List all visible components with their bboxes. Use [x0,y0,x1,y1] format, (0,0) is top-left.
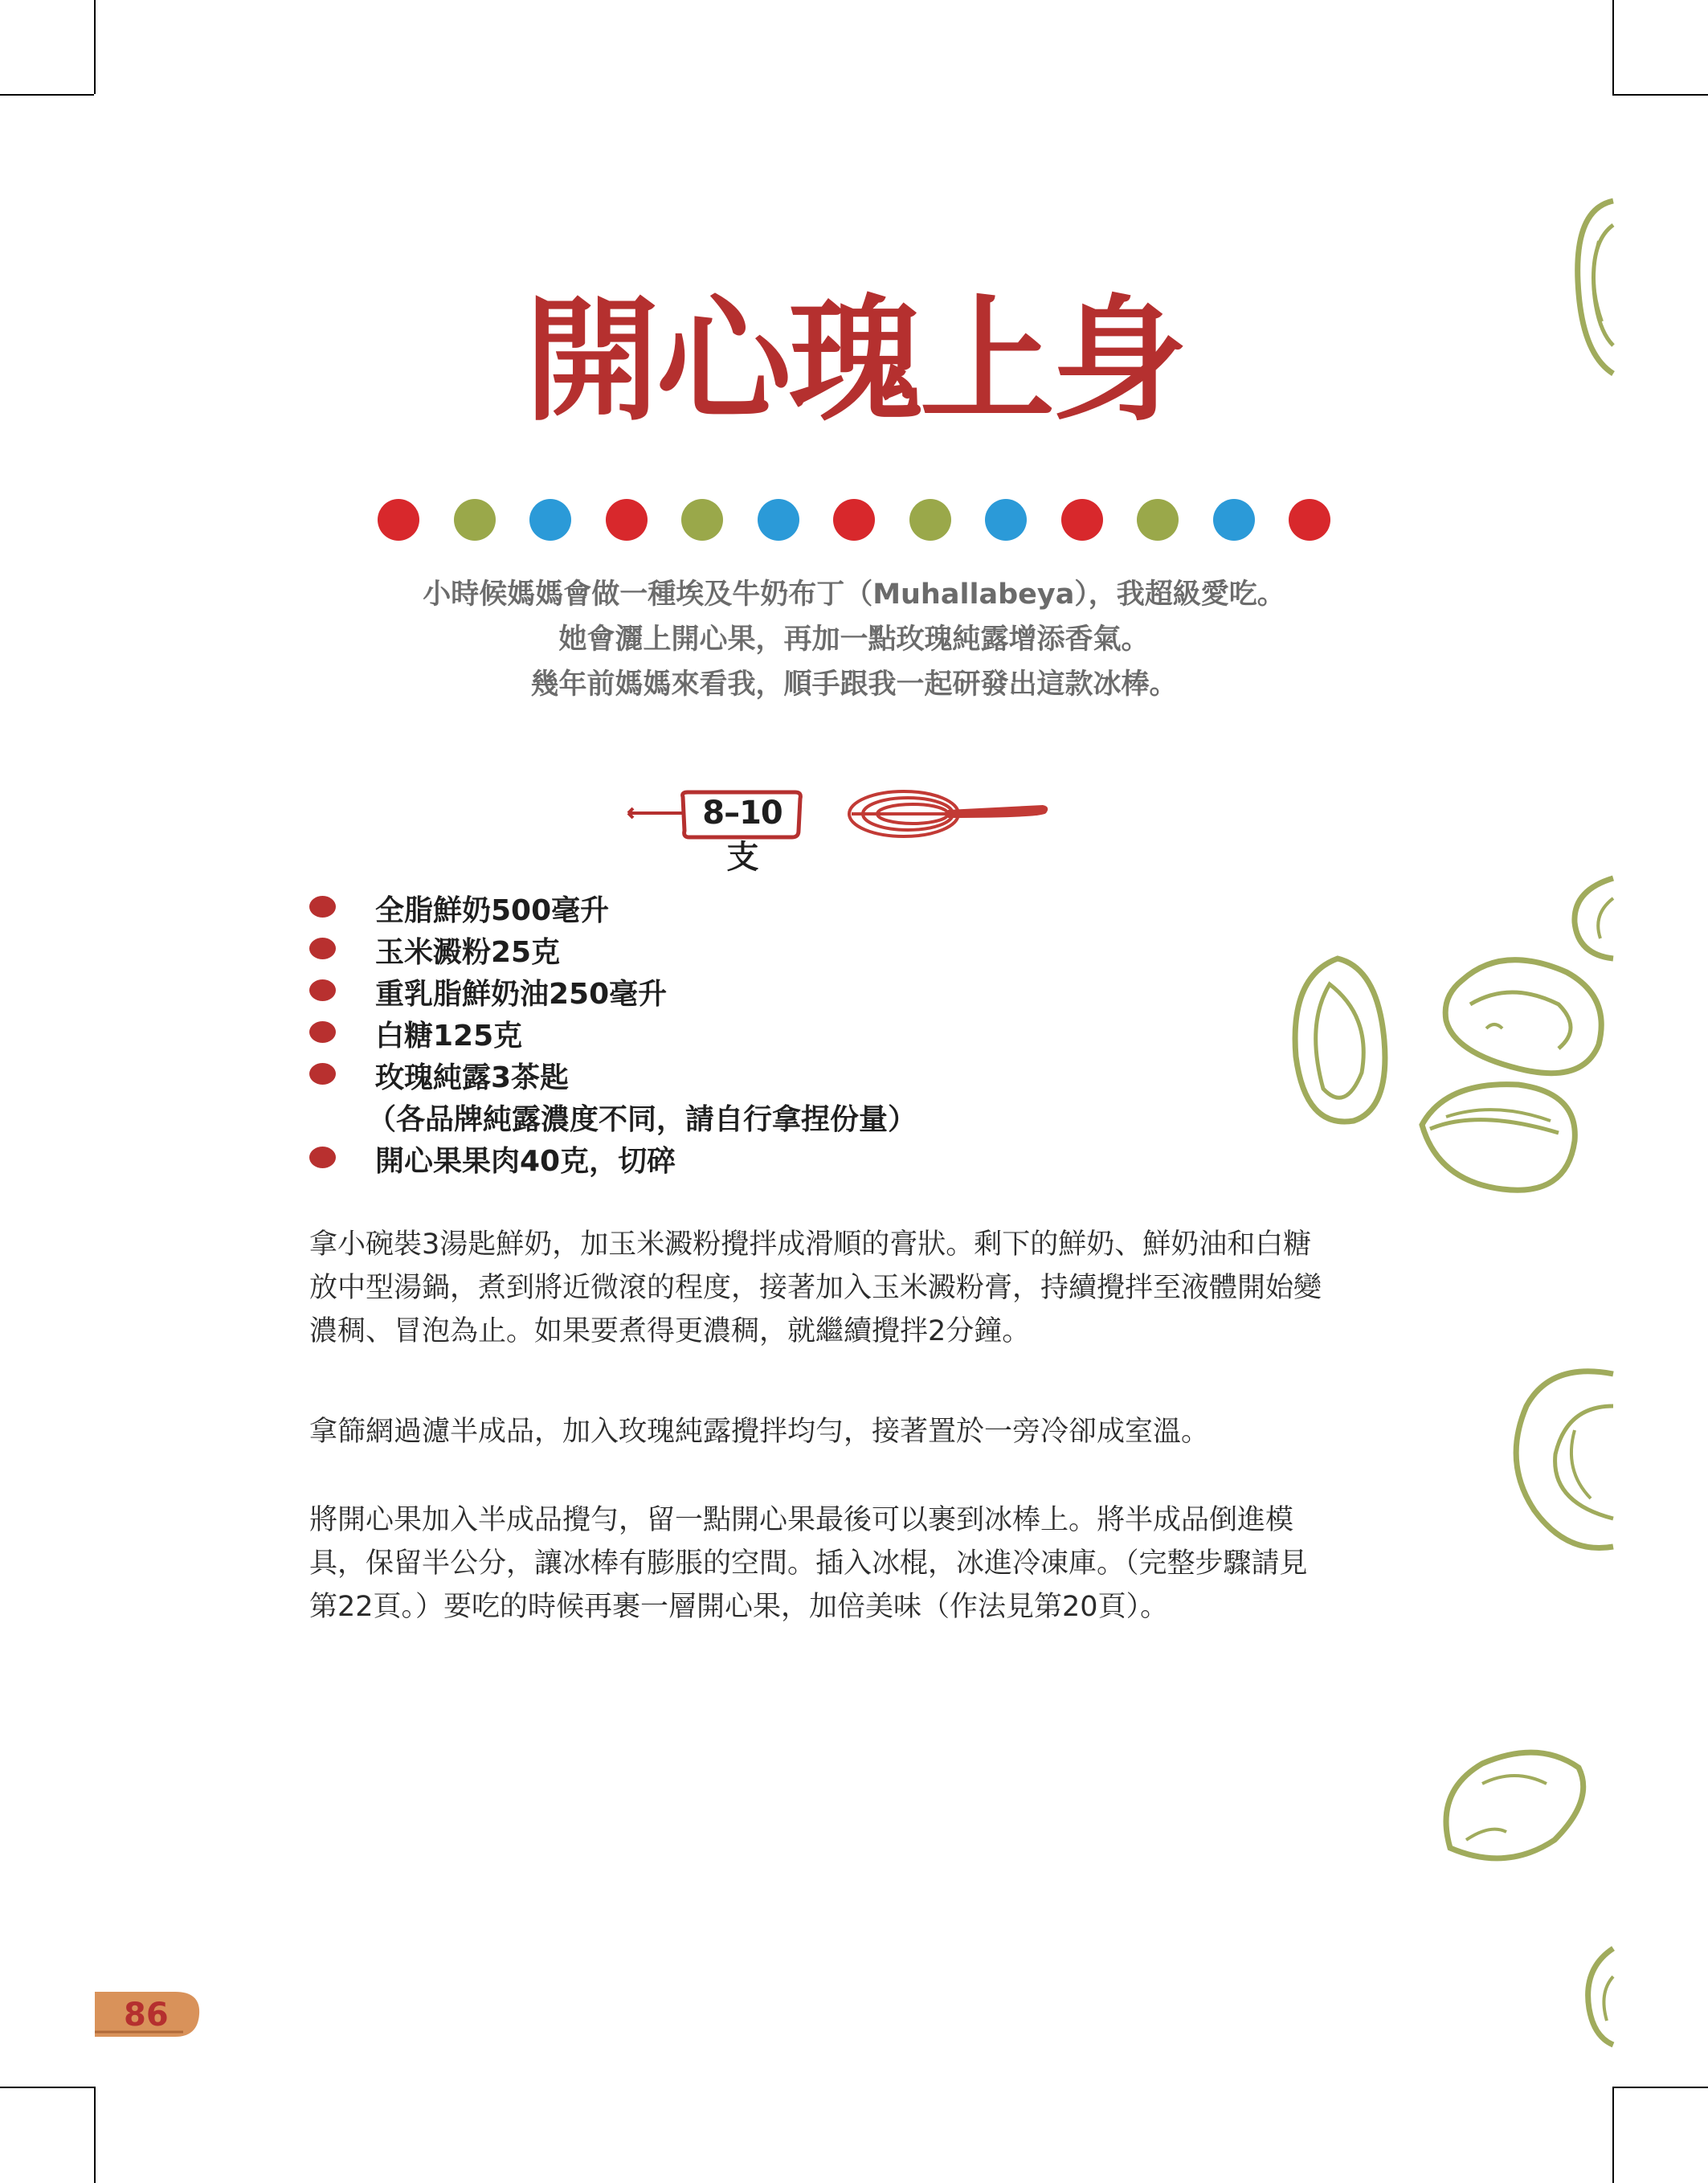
page-number: 86 [124,1997,169,2034]
bullet [309,979,336,1001]
step-paragraph-2 [309,1410,1410,1453]
crop-mark [1612,0,1614,94]
text-line: 濃稠、冒泡為止。如果要煮得更濃稠，就繼續攪拌2分鐘。 [309,1315,1031,1347]
decorative-dot [758,499,799,541]
bullet [309,1063,336,1085]
decorative-dot [1061,499,1103,541]
text-line: 拿篩網過濾半成品，加入玫瑰純露攪拌均勻，接著置於一旁冷卻成室溫。 [309,1416,1210,1448]
text-line: 第22頁。）要吃的時候再裹一層開心果，加倍美味（作法見第20頁）。 [309,1591,1169,1623]
text-line: 放中型湯鍋，煮到將近微滾的程度，接著加入玉米澱粉膏，持續攪拌至液體開始變 [309,1272,1322,1304]
yield-label: 8–10支 [702,795,782,876]
crop-mark [1612,2087,1708,2088]
list-item: 開心果果肉40克，切碎 [309,1135,1113,1177]
recipe-title: 開心瑰上身 [525,282,1183,439]
bullet [309,1021,336,1043]
page-number-tab [95,1987,201,2042]
decorative-dot [529,499,571,541]
decorative-dot [1137,499,1179,541]
pistachio-illustration [1434,1744,1595,1872]
decorative-dot [378,499,419,541]
crop-mark [94,2087,96,2183]
decorative-dot [454,499,496,541]
bullet [309,896,336,918]
ingredient-list [309,885,1113,1177]
intro-line: 幾年前媽媽來看我，順手跟我一起研發出這款冰棒。 [530,668,1178,701]
list-item: 重乳脂鮮奶油250毫升 [309,968,1113,1010]
list-item: 玉米澱粉25克 [309,926,1113,968]
intro-text [0,572,1708,707]
crop-mark [0,94,94,96]
decorative-dot [606,499,648,541]
pistachio-illustration [1565,874,1615,963]
intro-line: 小時候媽媽會做一種埃及牛奶布丁（Muhallabeya），我超級愛吃。 [423,578,1285,611]
step-paragraph-3 [309,1498,1410,1629]
bullet [309,1147,336,1168]
crop-mark [0,2087,94,2088]
yield-badge [627,786,1052,876]
text-line: 將開心果加入半成品攪勻，留一點開心果最後可以裹到冰棒上。將半成品倒進模 [309,1504,1294,1536]
decorative-dot [833,499,875,541]
list-item: 白糖125克 [309,1010,1113,1052]
pistachio-illustration [1575,1944,1615,2049]
intro-line: 她會灑上開心果，再加一點玫瑰純露增添香氣。 [558,623,1150,656]
pistachio-illustration [1567,193,1615,378]
crop-mark [1612,94,1708,96]
list-item: 玫瑰純露3茶匙 [309,1052,1113,1094]
pistachio-illustration [1281,952,1394,1137]
crop-mark [94,0,96,94]
bullet [309,938,336,959]
text-line: 拿小碗裝3湯匙鮮奶，加玉米澱粉攪拌成滑順的膏狀。剩下的鮮奶、鮮奶油和白糖 [309,1228,1312,1261]
crop-mark [1612,2087,1614,2183]
decorative-dot [909,499,951,541]
pistachio-illustration [1502,1358,1615,1559]
text-line: 具，保留半公分，讓冰棒有膨脹的空間。插入冰棍，冰進冷凍庫。（完整步驟請見 [309,1547,1308,1580]
step-paragraph-1 [309,1223,1410,1353]
decorative-dot [1213,499,1255,541]
dots-divider [378,496,1342,544]
decorative-dot [681,499,723,541]
whisk-icon [844,786,1052,842]
ingredient-note: （各品牌純露濃度不同，請自行拿捏份量） [367,1103,917,1136]
decorative-dot [1289,499,1330,541]
decorative-dot [985,499,1027,541]
pistachio-illustration [1438,948,1615,1085]
list-item: 全脂鮮奶500毫升 [309,885,1113,926]
pistachio-illustration [1414,1077,1583,1197]
